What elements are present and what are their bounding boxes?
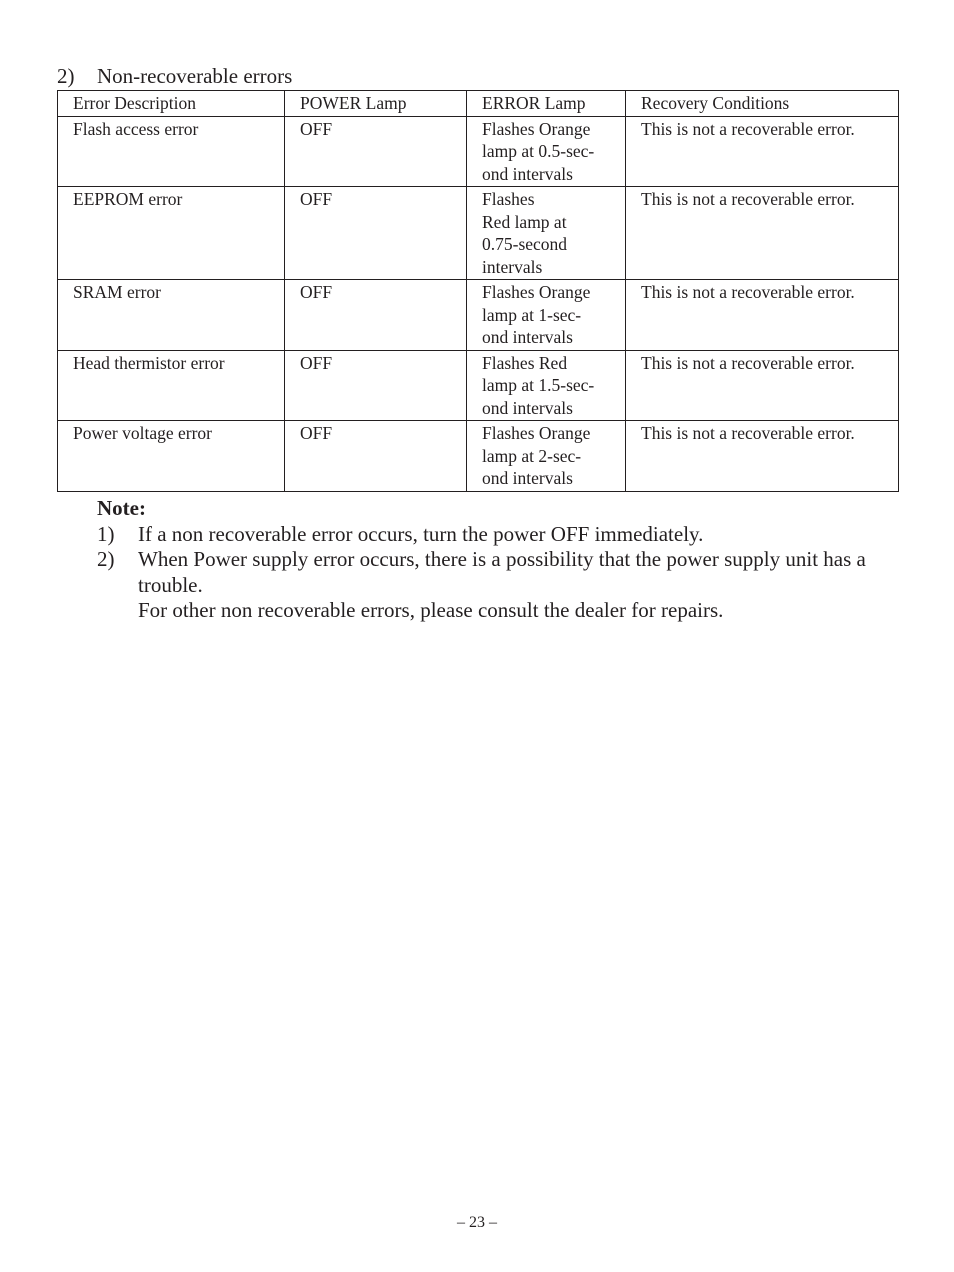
- power-lamp-cell: OFF: [285, 280, 467, 351]
- table-row: [58, 421, 899, 492]
- section-title: Non-recoverable errors: [97, 64, 293, 88]
- error-lamp-cell: Flashes Orange lamp at 0.5-sec- ond intervals: [467, 116, 626, 187]
- error-lamp-cell: Flashes Red lamp at 0.75-second intervals: [467, 187, 626, 280]
- header-error-description: Error Description: [58, 91, 285, 117]
- recovery-cell: This is not a recoverable error.: [626, 350, 899, 421]
- error-description-cell: EEPROM error: [58, 187, 285, 280]
- note-number: 1): [97, 521, 115, 546]
- power-lamp-cell: OFF: [285, 116, 467, 187]
- note-title: Note:: [97, 496, 146, 520]
- table-row: [58, 187, 899, 280]
- table-row: [58, 116, 899, 187]
- recovery-cell: This is not a recoverable error.: [626, 280, 899, 351]
- note-item: [97, 547, 907, 624]
- page-number: – 23 –: [457, 1214, 497, 1231]
- error-table: [57, 90, 899, 492]
- header-power-lamp: POWER Lamp: [285, 91, 467, 117]
- recovery-cell: This is not a recoverable error.: [626, 116, 899, 187]
- error-description-cell: Head thermistor error: [58, 350, 285, 421]
- recovery-cell: This is not a recoverable error.: [626, 421, 899, 492]
- section-heading: [57, 63, 292, 89]
- header-error-lamp: ERROR Lamp: [467, 91, 626, 117]
- note-text-extra: For other non recoverable errors, please consult the dealer for repairs.: [138, 598, 724, 622]
- power-lamp-cell: OFF: [285, 187, 467, 280]
- error-description-cell: Power voltage error: [58, 421, 285, 492]
- error-lamp-cell: Flashes Red lamp at 1.5-sec- ond intervals: [467, 350, 626, 421]
- section-number: 2): [57, 64, 75, 88]
- table-row: [58, 350, 899, 421]
- note-text: If a non recoverable error occurs, turn the power OFF immediately.: [138, 521, 704, 546]
- notes-section: [97, 496, 907, 624]
- error-lamp-cell: Flashes Orange lamp at 1-sec- ond intervals: [467, 280, 626, 351]
- error-description-cell: SRAM error: [58, 280, 285, 351]
- table-row: [58, 280, 899, 351]
- error-description-cell: Flash access error: [58, 116, 285, 187]
- note-item: [97, 522, 907, 548]
- note-text: When Power supply error occurs, there is a possibility that the power supply unit has a trouble.: [138, 547, 866, 597]
- table-header-row: [58, 91, 899, 117]
- error-lamp-cell: Flashes Orange lamp at 2-sec- ond intervals: [467, 421, 626, 492]
- note-number: 2): [97, 547, 115, 571]
- header-recovery-conditions: Recovery Conditions: [626, 91, 899, 117]
- power-lamp-cell: OFF: [285, 350, 467, 421]
- power-lamp-cell: OFF: [285, 421, 467, 492]
- recovery-cell: This is not a recoverable error.: [626, 187, 899, 280]
